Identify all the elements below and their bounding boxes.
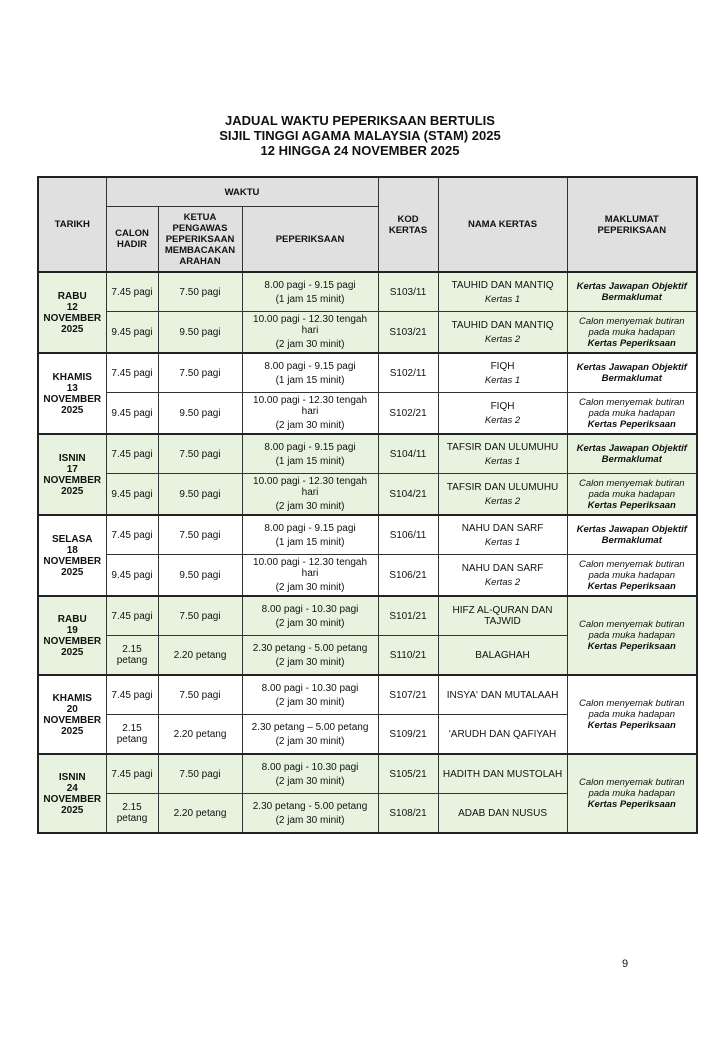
day-date: 18 [66,544,78,556]
ketua-pengawas-cell: 7.50 pagi [158,596,242,636]
exam-duration: (2 jam 30 minit) [275,656,345,668]
paper-name: TAFSIR DAN ULUMUHU [446,481,559,493]
table-row [38,596,697,636]
title-line-3: 12 HINGGA 24 NOVEMBER 2025 [260,143,460,158]
calon-hadir-cell: 9.45 pagi [106,393,158,435]
nama-kertas-cell [438,353,567,393]
paper-name: TAFSIR DAN ULUMUHU [446,441,559,453]
kod-kertas-cell: S105/21 [378,754,438,794]
kod-kertas-cell: S106/21 [378,555,438,597]
paper-name: FIQH [490,400,515,412]
day-date: 17 [66,463,78,475]
exam-time-cell [242,515,378,555]
nama-kertas-cell [438,754,567,794]
day-name: RABU [57,613,87,625]
maklumat-note: Calon menyemak butiran pada muka hadapan [578,777,685,799]
exam-duration: (2 jam 30 minit) [275,582,345,593]
ketua-pengawas-cell: 7.50 pagi [158,675,242,715]
exam-duration: (1 jam 15 minit) [275,536,345,548]
table-row [38,474,697,516]
kod-kertas-cell: S104/21 [378,474,438,516]
ketua-pengawas-cell: 9.50 pagi [158,312,242,354]
paper-name: TAUHID DAN MANTIQ [451,319,554,331]
exam-time: 8.00 pagi - 9.15 pagi [264,360,356,372]
maklumat-cell [567,312,697,354]
maklumat-cell [567,272,697,312]
day-name: ISNIN [58,452,86,464]
maklumat-paper: Kertas Peperiksaan [587,641,676,652]
maklumat-note: Calon menyemak butiran pada muka hadapan [578,619,685,641]
paper-name: HIFZ AL-QURAN DAN TAJWID [452,605,553,627]
maklumat-paper: Kertas Jawapan Objektif Bermaklumat [576,443,687,465]
paper-number: Kertas 2 [484,414,521,426]
day-year: 2025 [61,646,84,658]
day-year: 2025 [61,566,84,578]
header-tarikh: TARIKH [38,177,106,272]
table-row [38,675,697,715]
calon-hadir-cell: 7.45 pagi [106,596,158,636]
exam-time-cell [242,555,378,597]
nama-kertas-cell [438,596,567,636]
maklumat-note: Calon menyemak butiran pada muka hadapan [578,698,685,720]
exam-time: 8.00 pagi - 9.15 pagi [264,279,356,291]
exam-time-cell [242,312,378,354]
nama-kertas-cell [438,434,567,474]
maklumat-cell [567,353,697,393]
table-row [38,353,697,393]
paper-name: ADAB DAN NUSUS [458,807,547,819]
exam-time: 8.00 pagi - 9.15 pagi [264,522,356,534]
document-title [0,113,720,158]
date-cell [38,675,106,754]
day-month: NOVEMBER [43,555,102,567]
exam-time-cell [242,596,378,636]
ketua-pengawas-cell: 2.20 petang [158,715,242,755]
maklumat-paper: Kertas Peperiksaan [587,799,676,810]
title-line-2: SIJIL TINGGI AGAMA MALAYSIA (STAM) 2025 [219,128,501,143]
exam-time: 10.00 pagi - 12.30 tengah hari [253,557,367,579]
exam-time-cell [242,474,378,516]
paper-name: 'ARUDH DAN QAFIYAH [448,728,557,740]
nama-kertas-cell [438,636,567,676]
kod-kertas-cell: S109/21 [378,715,438,755]
paper-name: INSYA' DAN MUTALAAH [446,689,559,701]
ketua-pengawas-cell: 7.50 pagi [158,515,242,555]
day-name: SELASA [51,533,93,545]
day-year: 2025 [61,323,84,335]
kod-kertas-cell: S103/21 [378,312,438,354]
maklumat-note: Calon menyemak butiran pada muka hadapan [578,396,685,419]
exam-time: 10.00 pagi - 12.30 tengah hari [253,395,367,417]
exam-time: 2.30 petang - 5.00 petang [252,800,368,812]
exam-time: 10.00 pagi - 12.30 tengah hari [253,314,367,336]
maklumat-paper: Kertas Jawapan Objektif Bermaklumat [576,362,687,384]
day-month: NOVEMBER [43,635,102,647]
exam-duration: (2 jam 30 minit) [275,420,345,431]
day-date: 24 [66,782,78,794]
paper-number: Kertas 2 [484,576,521,588]
kod-kertas-cell: S102/11 [378,353,438,393]
maklumat-note: Calon menyemak butiran pada muka hadapan [578,315,685,338]
paper-number: Kertas 2 [484,333,521,345]
exam-time: 8.00 pagi - 10.30 pagi [261,761,359,773]
maklumat-cell [567,434,697,474]
kod-kertas-cell: S108/21 [378,794,438,834]
kod-kertas-cell: S104/11 [378,434,438,474]
exam-duration: (2 jam 30 minit) [275,696,345,708]
exam-time: 2.30 petang – 5.00 petang [251,721,369,733]
paper-number: Kertas 1 [484,293,521,305]
day-name: RABU [57,290,87,302]
nama-kertas-cell [438,515,567,555]
day-month: NOVEMBER [43,312,102,324]
maklumat-paper: Kertas Peperiksaan [587,337,676,349]
exam-time-cell [242,353,378,393]
title-line-1: JADUAL WAKTU PEPERIKSAAN BERTULIS [225,113,495,128]
exam-duration: (2 jam 30 minit) [275,501,345,512]
maklumat-cell [567,675,697,754]
table-row [38,434,697,474]
paper-name: BALAGHAH [475,649,530,661]
day-month: NOVEMBER [43,714,102,726]
header-calon-hadir: CALON HADIR [106,207,158,273]
day-year: 2025 [61,725,84,737]
calon-hadir-cell: 7.45 pagi [106,353,158,393]
ketua-pengawas-cell: 7.50 pagi [158,754,242,794]
exam-time: 10.00 pagi - 12.30 tengah hari [253,476,367,498]
ketua-pengawas-cell: 9.50 pagi [158,393,242,435]
day-name: ISNIN [58,771,86,783]
calon-hadir-cell: 7.45 pagi [106,272,158,312]
calon-hadir-cell: 7.45 pagi [106,434,158,474]
header-ketua-pengawas: KETUA PENGAWAS PEPERIKSAAN MEMBACAKAN ARAHAN [158,207,242,273]
exam-duration: (2 jam 30 minit) [275,339,345,350]
nama-kertas-cell [438,474,567,516]
calon-hadir-cell: 9.45 pagi [106,474,158,516]
paper-name: HADITH DAN MUSTOLAH [442,768,563,780]
exam-time-cell [242,754,378,794]
day-month: NOVEMBER [43,393,102,405]
day-year: 2025 [61,804,84,816]
exam-duration: (2 jam 30 minit) [275,617,345,629]
nama-kertas-cell [438,272,567,312]
exam-duration: (2 jam 30 minit) [275,735,345,747]
day-year: 2025 [61,485,84,497]
nama-kertas-cell [438,675,567,715]
date-cell [38,434,106,515]
calon-hadir-cell: 9.45 pagi [106,555,158,597]
exam-time-cell [242,393,378,435]
kod-kertas-cell: S101/21 [378,596,438,636]
ketua-pengawas-cell: 7.50 pagi [158,434,242,474]
table-row [38,272,697,312]
date-cell [38,515,106,596]
calon-hadir-cell: 2.15 petang [106,715,158,755]
maklumat-paper: Kertas Jawapan Objektif Bermaklumat [576,524,687,546]
exam-duration: (1 jam 15 minit) [275,455,345,467]
nama-kertas-cell [438,794,567,834]
table-row [38,393,697,435]
day-date: 19 [66,624,78,636]
paper-number: Kertas 1 [484,374,521,386]
ketua-pengawas-cell: 9.50 pagi [158,474,242,516]
exam-time-cell [242,794,378,834]
header-waktu: WAKTU [106,177,378,207]
exam-time-cell [242,675,378,715]
table-row [38,555,697,597]
exam-time-cell [242,636,378,676]
exam-time-cell [242,434,378,474]
exam-duration: (2 jam 30 minit) [275,814,345,826]
exam-duration: (2 jam 30 minit) [275,775,345,787]
paper-number: Kertas 1 [484,536,521,548]
nama-kertas-cell [438,393,567,435]
ketua-pengawas-cell: 7.50 pagi [158,272,242,312]
calon-hadir-cell: 7.45 pagi [106,754,158,794]
nama-kertas-cell [438,555,567,597]
table-row [38,312,697,354]
header-maklumat: MAKLUMAT PEPERIKSAAN [567,177,697,272]
maklumat-paper: Kertas Peperiksaan [587,418,676,430]
day-date: 20 [66,703,78,715]
date-cell [38,754,106,833]
maklumat-paper: Kertas Peperiksaan [587,499,676,511]
maklumat-cell [567,393,697,435]
ketua-pengawas-cell: 2.20 petang [158,794,242,834]
day-month: NOVEMBER [43,793,102,805]
exam-schedule-table [37,176,698,834]
paper-name: TAUHID DAN MANTIQ [451,279,554,291]
calon-hadir-cell: 9.45 pagi [106,312,158,354]
schedule-body [38,272,697,833]
header-peperiksaan: PEPERIKSAAN [242,207,378,273]
exam-duration: (1 jam 15 minit) [275,293,345,305]
ketua-pengawas-cell: 9.50 pagi [158,555,242,597]
day-date: 13 [66,382,78,394]
paper-number: Kertas 2 [484,495,521,507]
paper-name: FIQH [490,360,515,372]
paper-name: NAHU DAN SARF [461,522,544,534]
kod-kertas-cell: S102/21 [378,393,438,435]
calon-hadir-cell: 7.45 pagi [106,675,158,715]
nama-kertas-cell [438,715,567,755]
kod-kertas-cell: S110/21 [378,636,438,676]
calon-hadir-cell: 2.15 petang [106,636,158,676]
ketua-pengawas-cell: 7.50 pagi [158,353,242,393]
table-row [38,754,697,794]
maklumat-note: Calon menyemak butiran pada muka hadapan [578,558,685,581]
kod-kertas-cell: S107/21 [378,675,438,715]
maklumat-cell [567,515,697,555]
maklumat-paper: Kertas Peperiksaan [587,580,676,592]
maklumat-cell [567,596,697,675]
day-year: 2025 [61,404,84,416]
exam-time: 8.00 pagi - 10.30 pagi [261,682,359,694]
kod-kertas-cell: S103/11 [378,272,438,312]
paper-number: Kertas 1 [484,455,521,467]
day-name: KHAMIS [52,371,92,383]
exam-time: 8.00 pagi - 9.15 pagi [264,441,356,453]
header-kod-kertas: KOD KERTAS [378,177,438,272]
header-nama-kertas: NAMA KERTAS [438,177,567,272]
table-row [38,515,697,555]
paper-name: NAHU DAN SARF [461,562,544,574]
date-cell [38,596,106,675]
page-number: 9 [622,958,629,970]
maklumat-cell [567,555,697,597]
kod-kertas-cell: S106/11 [378,515,438,555]
day-month: NOVEMBER [43,474,102,486]
maklumat-cell [567,474,697,516]
exam-time-cell [242,272,378,312]
maklumat-paper: Kertas Jawapan Objektif Bermaklumat [576,281,687,303]
maklumat-note: Calon menyemak butiran pada muka hadapan [578,477,685,500]
date-cell [38,353,106,434]
exam-time: 8.00 pagi - 10.30 pagi [261,603,359,615]
nama-kertas-cell [438,312,567,354]
ketua-pengawas-cell: 2.20 petang [158,636,242,676]
exam-time-cell [242,715,378,755]
maklumat-cell [567,754,697,833]
calon-hadir-cell: 7.45 pagi [106,515,158,555]
maklumat-paper: Kertas Peperiksaan [587,720,676,731]
date-cell [38,272,106,353]
exam-time: 2.30 petang - 5.00 petang [252,642,368,654]
day-name: KHAMIS [52,692,92,704]
calon-hadir-cell: 2.15 petang [106,794,158,834]
exam-duration: (1 jam 15 minit) [275,374,345,386]
day-date: 12 [66,301,78,313]
